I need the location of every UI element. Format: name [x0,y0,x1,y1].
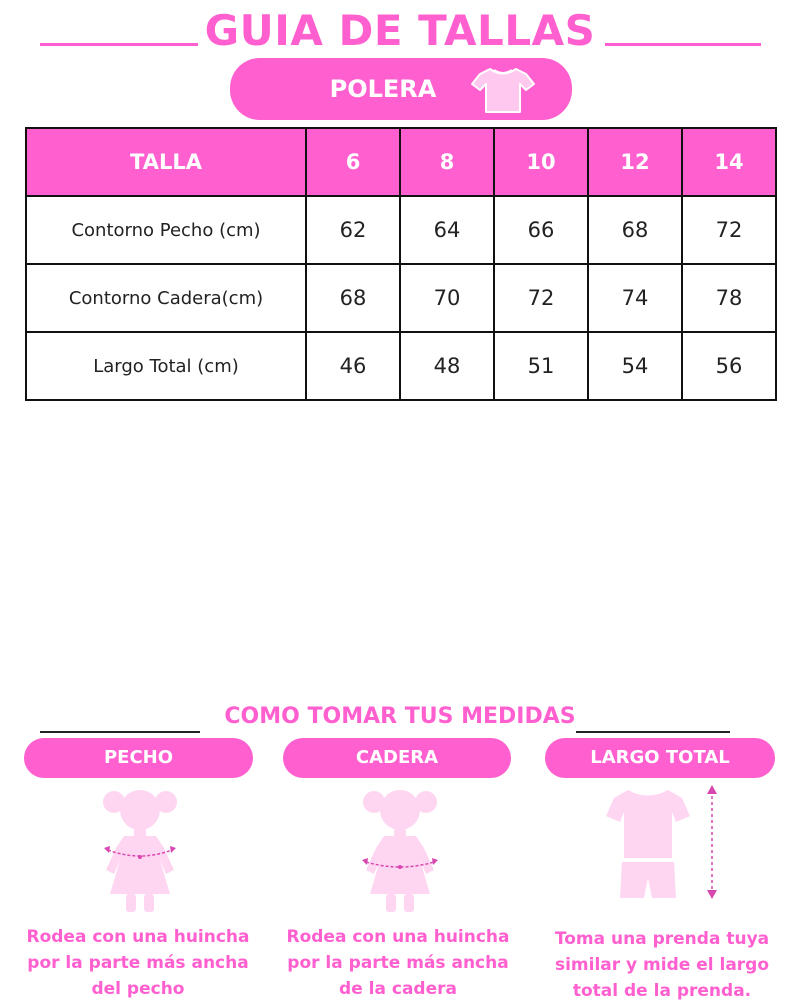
table-cell: 72 [682,196,776,264]
table-cell: 68 [588,196,682,264]
page-title: GUIA DE TALLAS [204,6,596,55]
cadera-label: CADERA [355,747,439,768]
column-header: 8 [400,128,494,196]
table-cell: 68 [306,264,400,332]
pecho-description: Rodea con una huincha por la parte más ancha del pecho [26,927,250,999]
measure-decor-line-left [40,731,200,733]
table-cell: 46 [306,332,400,400]
cadera-pill [283,738,511,778]
measure-decor-line-right [576,731,730,733]
table-cell: 64 [400,196,494,264]
largo-total-pill [545,738,775,778]
outfit-length-measure-icon [602,782,732,904]
table-cell: 74 [588,264,682,332]
girl-hip-measure-icon [350,782,450,914]
row-label: Contorno Cadera(cm) [26,264,306,332]
table-row [26,264,776,332]
measure-title: COMO TOMAR TUS MEDIDAS [224,704,576,729]
table-cell: 56 [682,332,776,400]
row-label: Largo Total (cm) [26,332,306,400]
largo-total-label: LARGO TOTAL [590,747,730,768]
pecho-label: PECHO [103,747,174,768]
column-header: 12 [588,128,682,196]
table-cell: 54 [588,332,682,400]
garment-label: POLERA [329,75,437,103]
column-header: TALLA [26,128,306,196]
pecho-pill [24,738,253,778]
table-cell: 70 [400,264,494,332]
girl-chest-measure-icon [90,782,190,914]
size-table [25,127,777,401]
table-cell: 48 [400,332,494,400]
table-cell: 62 [306,196,400,264]
cadera-description: Rodea con una huincha por la parte más ancha de la cadera [286,927,510,999]
title-decor-line-right [605,43,761,46]
table-row [26,196,776,264]
table-cell: 78 [682,264,776,332]
table-cell: 51 [494,332,588,400]
row-label: Contorno Pecho (cm) [26,196,306,264]
table-row [26,332,776,400]
largo-total-description: Toma una prenda tuya similar y mide el largo total de la prenda. [554,929,770,1001]
tshirt-icon [470,66,536,114]
column-header: 14 [682,128,776,196]
table-cell: 72 [494,264,588,332]
column-header: 10 [494,128,588,196]
table-cell: 66 [494,196,588,264]
table-header-row [26,128,776,196]
column-header: 6 [306,128,400,196]
garment-pill [230,58,572,120]
